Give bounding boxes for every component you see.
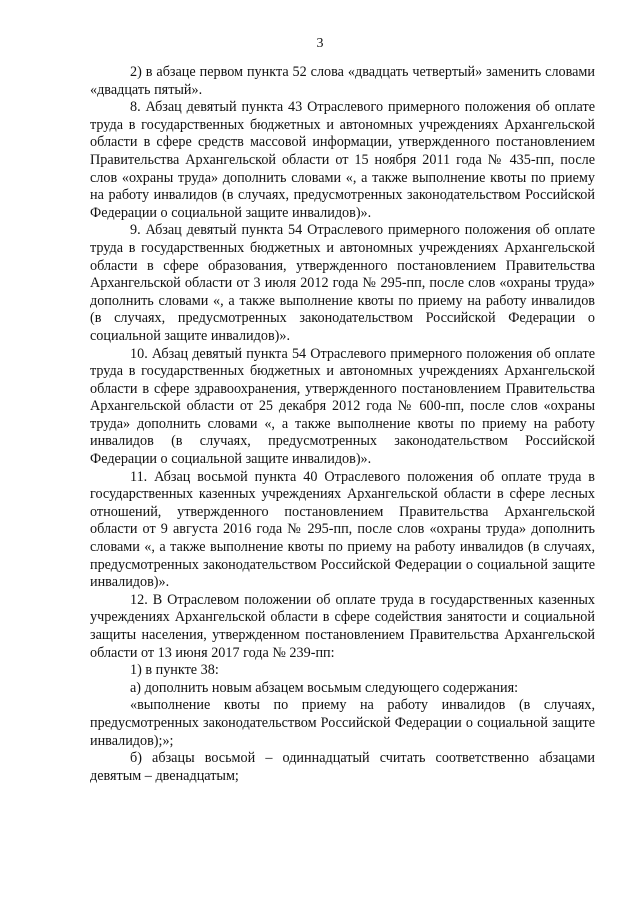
paragraph-point-10: 10. Абзац девятый пункта 54 Отраслевого примерного положения об оплате труда в государственных бюджетных и автономных учреждениях Архангельской области в сфере здравоохранения, утвержденного постановлением Правительства Архангельской области от 25 декабря 2012 года № 600-пп, после слов «охраны труда» дополнить словами «, а также выполнение квоты по приему на работу инвалидов (в случаях, предусмотренных законодательством Российской Федерации о социальной защите инвалидов)». [90,345,595,468]
paragraph-point-9: 9. Абзац девятый пункта 54 Отраслевого примерного положения об оплате труда в государственных бюджетных и автономных учреждениях Архангельской области в сфере образования, утвержденного постановлением Правительства Архангельской области от 3 июля 2012 года № 295-пп, после слов «охраны труда» дополнить словами «, а также выполнение квоты по приему на работу инвалидов (в случаях, предусмотренных законодательством Российской Федерации о социальной защите инвалидов)». [90,222,595,344]
paragraph-point-8: 8. Абзац девятый пункта 43 Отраслевого примерного положения об оплате труда в государственных бюджетных и автономных учреждениях Архангельской области в сфере средств массовой информации, утвержденного постановлением Правительства Архангельской области от 15 ноября 2011 года № 435-пп, после слов «охраны труда» дополнить словами «, а также выполнение квоты по приему на работу инвалидов (в случаях, предусмотренных законодательством Российской Федерации о социальной защите инвалидов)». [90,99,595,221]
paragraph-subpoint-1: 1) в пункте 38: [130,662,219,679]
paragraph-item-52-amendment: 2) в абзаце первом пункта 52 слова «двадцать четвертый» заменить словами «двадцать пятый». [90,64,595,98]
page-number: 3 [316,36,324,51]
paragraph-point-11: 11. Абзац восьмой пункта 40 Отраслевого положения об оплате труда в государственных казенных учреждениях Архангельской области в сфере лесных отношений, утвержденного постановлением Правительства Архангельской области от 9 августа 2016 года № 295-пп, после слов «охраны труда» дополнить словами «, а также выполнение квоты по приему на работу инвалидов (в случаях, предусмотренных законодательством Российской Федерации о социальной защите инвалидов)». [90,468,595,591]
paragraph-subpoint-a: а) дополнить новым абзацем восьмым следующего содержания: [130,679,519,696]
paragraph-quoted-text: «выполнение квоты по приему на работу инвалидов (в случаях, предусмотренных законодательством Российской Федерации о социальной защите инвалидов);»; [90,697,595,749]
paragraph-point-12: 12. В Отраслевом положении об оплате труда в государственных казенных учреждениях Архангельской области в сфере содействия занятости и социальной защиты населения, утвержденном постановлением Правительства Архангельской области от 13 июня 2017 года № 239-пп: [90,591,595,661]
document-body [90,64,595,785]
paragraph-subpoint-b: б) абзацы восьмой – одиннадцатый считать соответственно абзацами девятым – двенадцатым; [90,750,595,784]
